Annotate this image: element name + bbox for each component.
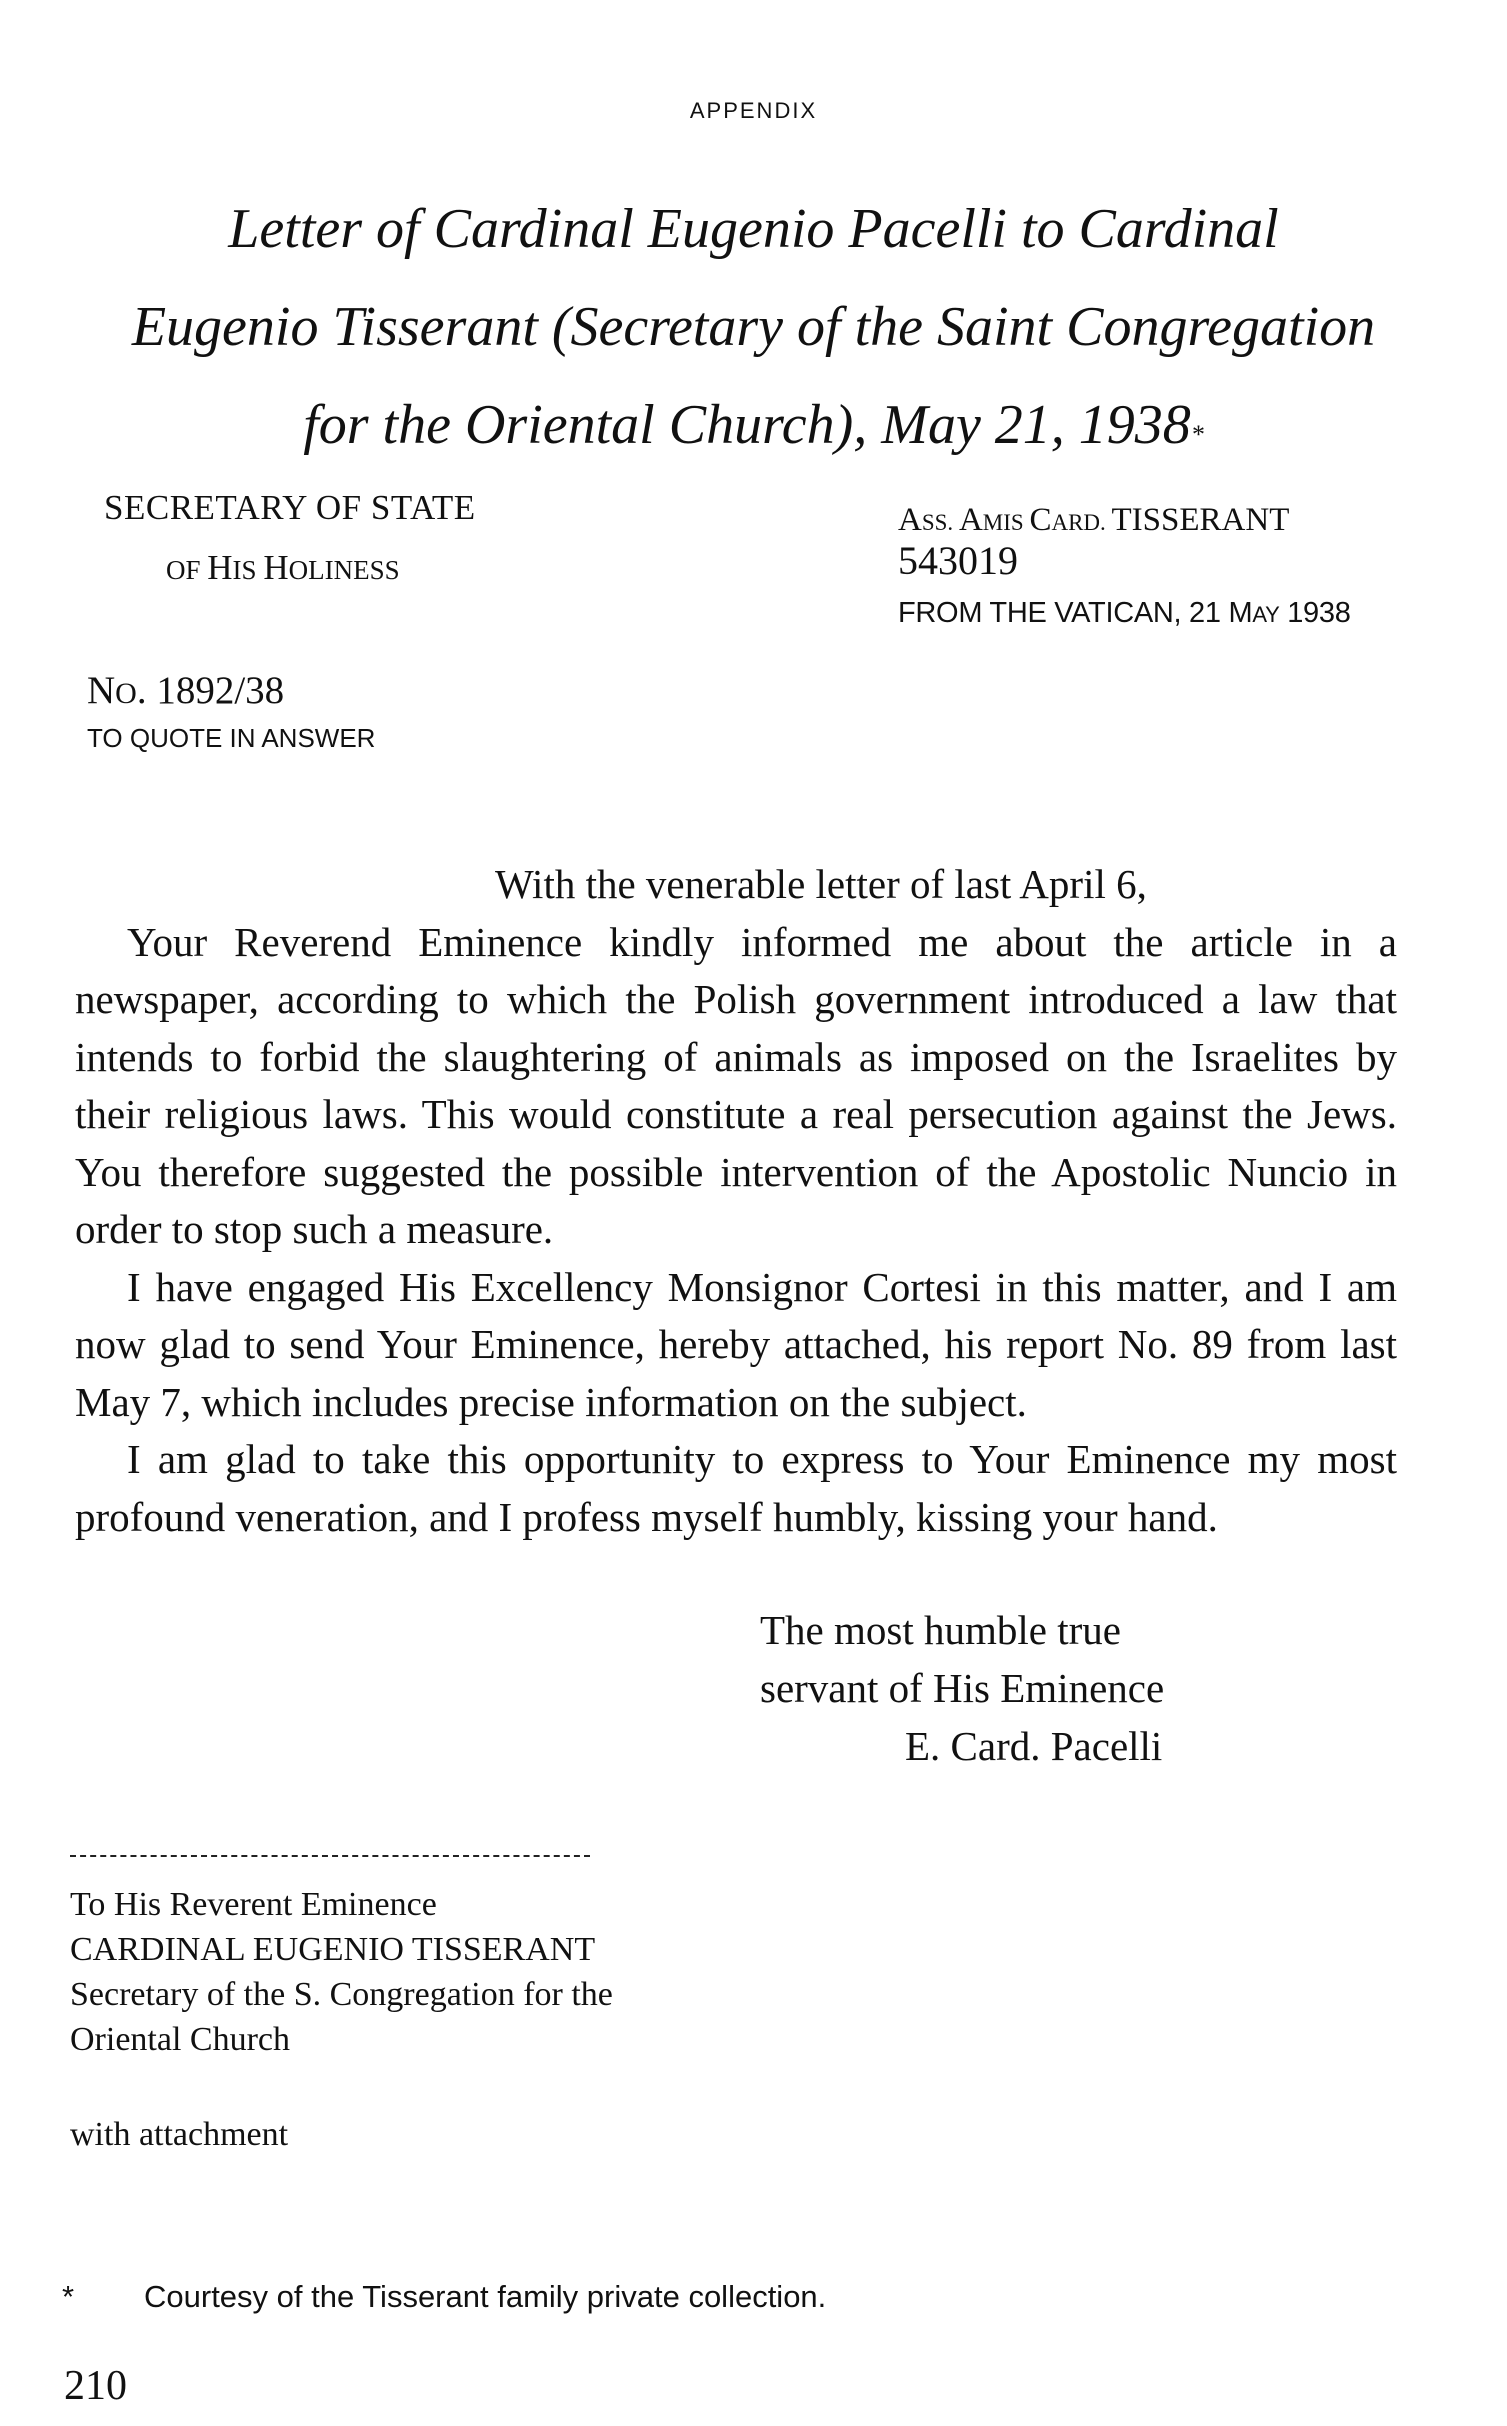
letter-body xyxy=(75,856,1397,1546)
title-footnote-marker: * xyxy=(1190,420,1204,449)
ref-part-f: ARD. xyxy=(1051,510,1112,535)
addressee-line-4: Oriental Church xyxy=(70,2021,290,2058)
letter-closing xyxy=(760,1601,1164,1775)
letterhead-his-holiness xyxy=(166,548,400,588)
protocol-note: TO QUOTE IN ANSWER xyxy=(87,723,376,753)
ref-part-b: SS. xyxy=(921,510,959,535)
date-part-a: FROM THE VATICAN, 21 xyxy=(898,597,1229,629)
ref-part-c: A xyxy=(958,502,983,538)
title-line-3-text: for the Oriental Church), May 21, 1938 xyxy=(303,394,1191,456)
protocol-part-c: . 1892/38 xyxy=(136,669,285,712)
protocol-part-a: N xyxy=(87,669,116,712)
title-line-1: Letter of Cardinal Eugenio Pacelli to Cardinal xyxy=(228,198,1279,260)
letter-paragraph-1: Your Reverend Eminence kindly informed me about the article in a newspaper, according to which the Polish government introduced a law that intends to forbid the slaughtering of animals as imposed on the Israelites by their religious laws. This would constitute a real persecution against the Jews. You therefore suggested the possible intervention of the Apostolic Nuncio in order to stop such a measure. xyxy=(75,918,1397,1252)
protocol-part-b: O xyxy=(115,677,137,710)
protocol-number xyxy=(87,668,284,713)
ref-part-a: A xyxy=(898,502,922,538)
addressee-block xyxy=(70,1882,613,2062)
ref-part-g: TISSERANT xyxy=(1111,502,1290,538)
letterhead-number: 543019 xyxy=(898,538,1018,583)
separator-line xyxy=(70,1855,590,1857)
footnote-text: Courtesy of the Tisserant family private collection. xyxy=(144,2279,827,2314)
ref-part-e: C xyxy=(1029,502,1052,538)
holiness-part-c: IS xyxy=(232,555,264,585)
addressee-line-2: CARDINAL EUGENIO TISSERANT xyxy=(70,1931,596,1968)
running-head: APPENDIX xyxy=(689,98,818,123)
signature: E. Card. Pacelli xyxy=(905,1723,1163,1769)
letter-paragraph-2: I have engaged His Excellency Monsignor Cortesi in this matter, and I am now glad to send Your Eminence, hereby attached, his report No. 89 from last May 7, which includes precise information on the subject. xyxy=(75,1263,1397,1425)
holiness-part-d: H xyxy=(263,548,289,587)
letterhead-place-date xyxy=(898,597,1351,630)
addressee-line-1: To His Reverent Eminence xyxy=(70,1886,437,1923)
letterhead-secretary-of-state: SECRETARY OF STATE xyxy=(104,488,476,527)
footnote xyxy=(62,2279,826,2315)
title-line-2: Eugenio Tisserant (Secretary of the Saint Congregation xyxy=(131,296,1376,358)
addressee-line-3: Secretary of the S. Congregation for the xyxy=(70,1976,613,2013)
footnote-marker: * xyxy=(62,2279,75,2314)
date-part-c: AY xyxy=(1252,602,1280,627)
holiness-part-b: H xyxy=(207,548,233,587)
letterhead-recipient-ref xyxy=(898,502,1289,539)
letter-salutation: With the venerable letter of last April 6, xyxy=(495,861,1147,907)
page-number: 210 xyxy=(64,2363,127,2409)
date-part-b: M xyxy=(1228,597,1253,629)
title-line-3 xyxy=(60,376,1447,474)
attachment-note: with attachment xyxy=(70,2116,289,2153)
holiness-part-e: OLINESS xyxy=(288,555,400,585)
date-part-d: 1938 xyxy=(1279,597,1351,629)
document-title xyxy=(60,180,1447,474)
holiness-part-a: OF xyxy=(166,555,208,585)
letter-paragraph-3: I am glad to take this opportunity to express to Your Eminence my most profound veneration, and I profess myself humbly, kissing your hand. xyxy=(75,1436,1397,1540)
closing-line-2: servant of His Eminence xyxy=(760,1665,1165,1711)
ref-part-d: MIS xyxy=(982,510,1030,535)
closing-line-1: The most humble true xyxy=(760,1607,1121,1653)
